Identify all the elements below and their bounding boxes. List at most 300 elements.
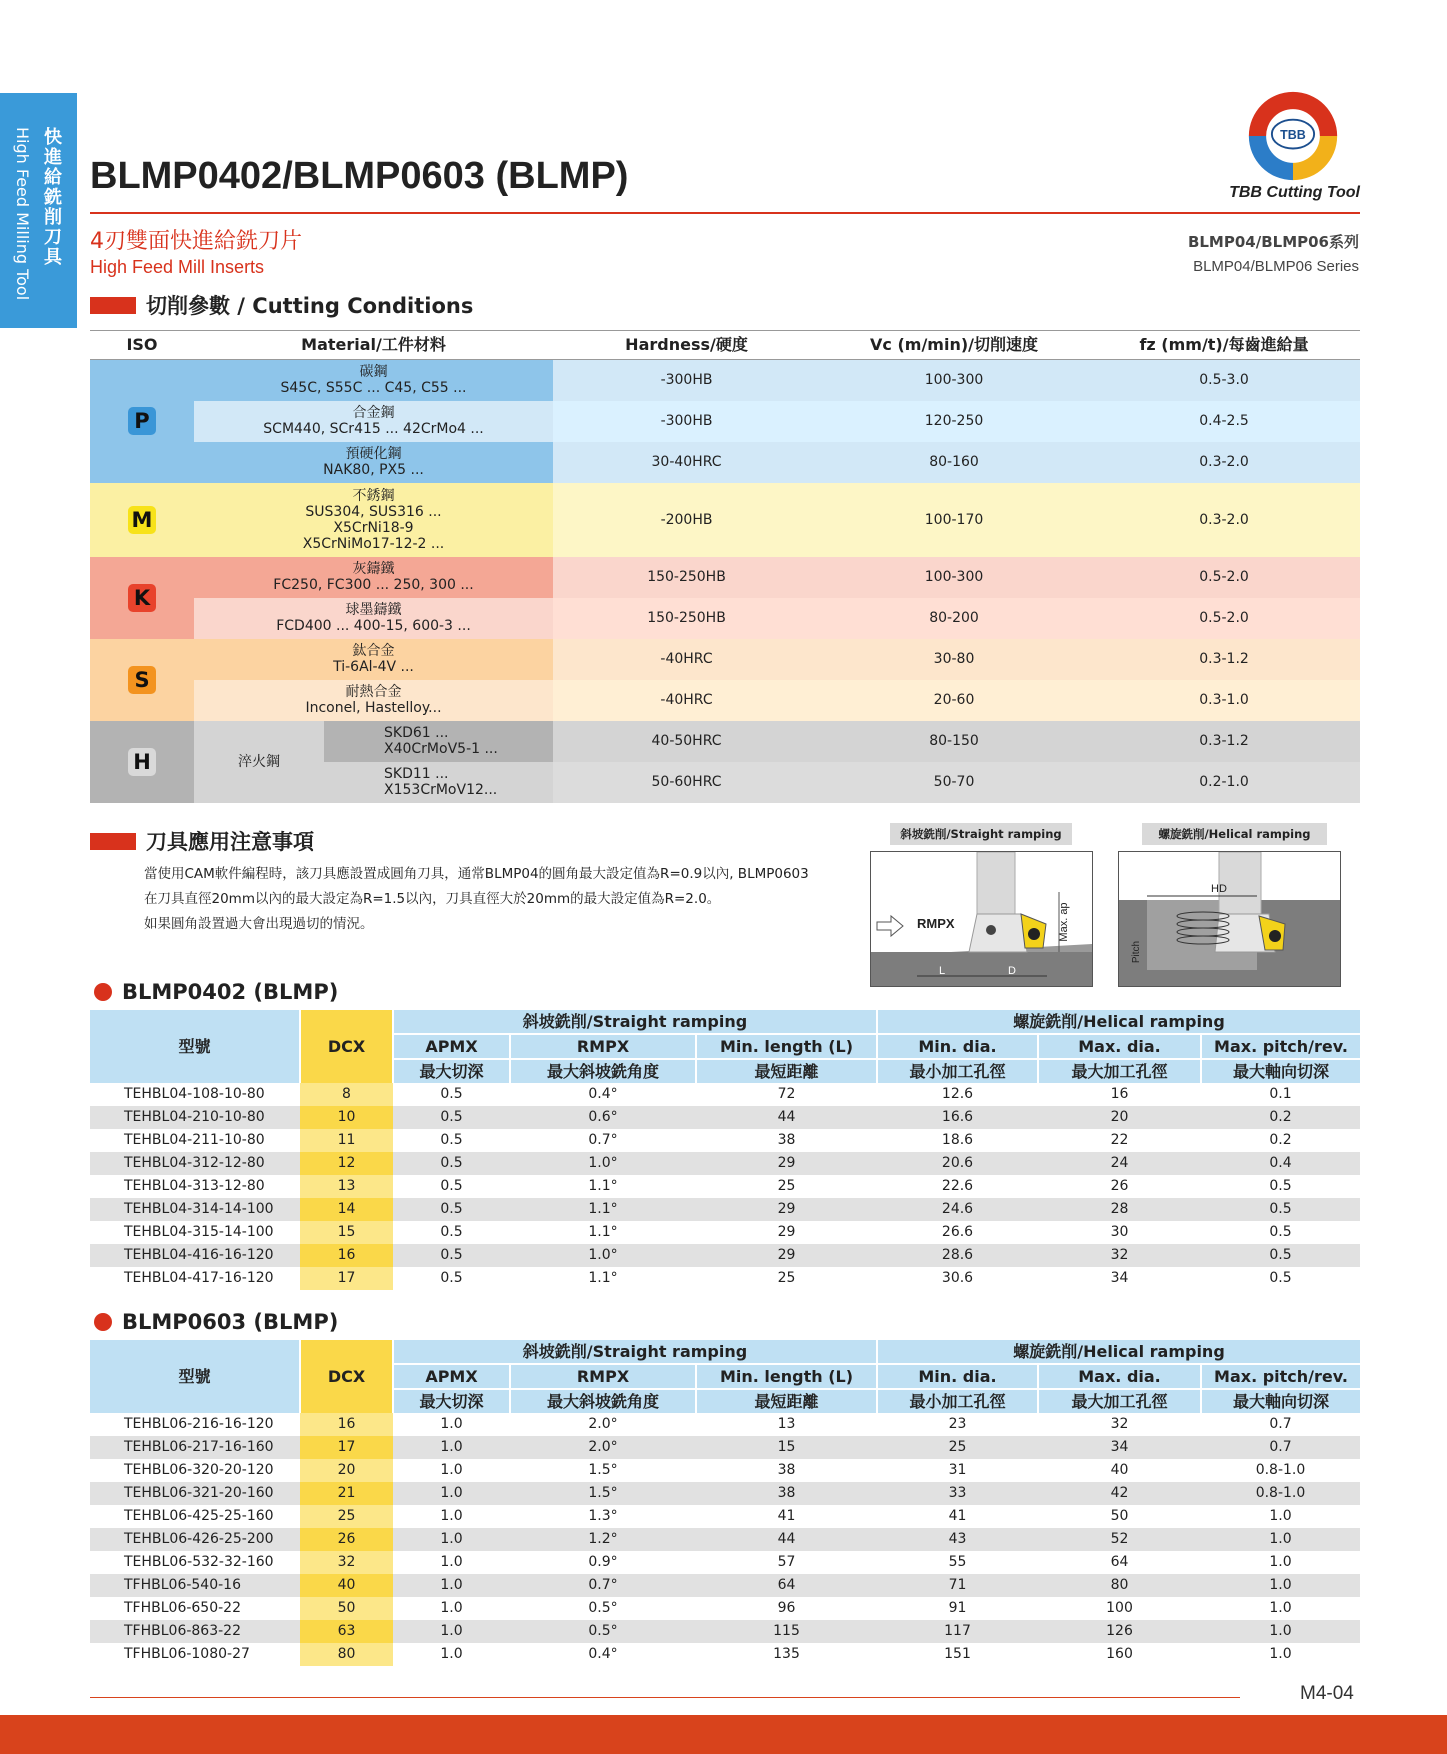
header-apmx-zh: 最大切深 (393, 1389, 510, 1413)
header-maxdia: Max. dia. (1038, 1364, 1201, 1389)
side-category-tab (0, 93, 77, 328)
cell-min-length: 29 (777, 1224, 796, 1240)
cell-rmpx: 0.4° (588, 1086, 618, 1102)
spec-row (90, 1152, 1360, 1175)
cell-min-dia: 151 (944, 1646, 971, 1662)
tbb-logo-icon (1245, 88, 1341, 184)
cell-model: TEHBL04-210-10-80 (90, 1106, 300, 1129)
material-line: SKD61 ... (384, 725, 449, 741)
spec-row (90, 1175, 1360, 1198)
helical-ramping-caption: 螺旋銑削/Helical ramping (1142, 823, 1327, 845)
spec-row (90, 1267, 1360, 1290)
rmpx-label: RMPX (917, 916, 955, 931)
cell-rmpx: 0.4° (588, 1646, 618, 1662)
header-maxdia: Max. dia. (1038, 1034, 1201, 1059)
cell-min-dia: 30.6 (941, 1270, 974, 1286)
cell-apmx: 1.0 (393, 1482, 510, 1505)
cell-min-length: 135 (773, 1646, 800, 1662)
cell-min-dia: 33 (877, 1482, 1038, 1505)
cell-max-dia: 100 (1106, 1600, 1133, 1616)
header-minlen-zh: 最短距離 (696, 1389, 877, 1413)
hd-label: HD (1211, 883, 1227, 895)
cell-max-pitch: 0.2 (1201, 1106, 1360, 1129)
header-mindia: Min. dia. (877, 1364, 1038, 1389)
footer-line (90, 1697, 1240, 1698)
header-maxpitch: Max. pitch/rev. (1201, 1034, 1360, 1059)
header-straight-ramping: 斜坡銑削/Straight ramping (393, 1010, 877, 1034)
blmp0603-heading (94, 1310, 338, 1334)
cell-apmx: 1.0 (440, 1554, 463, 1570)
hardness-cell: 150-250HB (553, 598, 820, 639)
spec-row (90, 1436, 1360, 1459)
header-maxdia-zh: 最大加工孔徑 (1038, 1059, 1201, 1083)
hardness-cell: 40-50HRC (553, 721, 820, 762)
straight-ramping-diagram (870, 851, 1093, 987)
cell-dcx: 80 (300, 1643, 393, 1666)
cell-min-dia: 31 (948, 1462, 967, 1478)
cell-min-dia: 12.6 (941, 1086, 974, 1102)
header-dcx: DCX (300, 1010, 393, 1083)
cell-max-pitch: 1.0 (1269, 1554, 1292, 1570)
cell-min-dia: 91 (948, 1600, 967, 1616)
material-line: 碳鋼 (359, 364, 388, 381)
series-zh: BLMP04/BLMP06系列 (1187, 233, 1359, 251)
cutting-row (90, 401, 1360, 442)
header-helical-ramping: 螺旋銑削/Helical ramping (877, 1340, 1360, 1364)
header-helical-ramping: 螺旋銑削/Helical ramping (877, 1010, 1360, 1034)
cell-max-dia: 34 (1038, 1436, 1201, 1459)
fz-cell: 0.5-2.0 (1088, 598, 1360, 639)
cell-apmx: 0.5 (440, 1132, 463, 1148)
cell-dcx: 10 (300, 1106, 393, 1129)
fz-cell: 0.5-2.0 (1088, 557, 1360, 598)
pitch-label: Pitch (1131, 940, 1142, 964)
material-line: X153CrMoV12... (384, 782, 498, 798)
cell-model: TEHBL04-314-14-100 (90, 1198, 300, 1221)
cell-apmx: 1.0 (393, 1620, 510, 1643)
cell-rmpx: 1.1° (510, 1198, 696, 1221)
cell-max-pitch: 1.0 (1269, 1600, 1292, 1616)
cell-rmpx: 0.5° (588, 1600, 618, 1616)
cell-max-dia: 126 (1038, 1620, 1201, 1643)
cell-max-dia: 32 (1110, 1416, 1129, 1432)
brand-name: TBB Cutting Tool (1229, 184, 1360, 201)
cell-model: TEHBL06-425-25-160 (124, 1508, 274, 1524)
vc-cell: 50-70 (820, 762, 1088, 803)
cell-model: TEHBL04-211-10-80 (124, 1132, 265, 1148)
cell-dcx: 14 (300, 1198, 393, 1221)
cell-min-length: 44 (696, 1528, 877, 1551)
cell-max-pitch: 0.8-1.0 (1201, 1482, 1360, 1505)
spec-row (90, 1459, 1360, 1482)
bullet-dot (94, 1313, 112, 1331)
cell-max-pitch: 0.4 (1201, 1152, 1360, 1175)
cell-apmx: 0.5 (440, 1086, 463, 1102)
material-line: Ti-6Al-4V ... (333, 659, 414, 675)
cell-max-dia: 20 (1038, 1106, 1201, 1129)
spec-row (90, 1643, 1360, 1666)
material-cell (194, 639, 553, 680)
cell-min-length: 15 (696, 1436, 877, 1459)
cell-apmx: 0.5 (393, 1198, 510, 1221)
cell-max-dia: 40 (1110, 1462, 1129, 1478)
helical-ramping-diagram (1118, 851, 1341, 987)
cell-min-dia: 43 (877, 1528, 1038, 1551)
cell-model: TEHBL06-426-25-200 (90, 1528, 300, 1551)
material-cell (194, 442, 553, 483)
cell-apmx: 0.5 (440, 1224, 463, 1240)
material-line: 不銹鋼 (352, 487, 395, 504)
fz-cell: 0.3-1.2 (1088, 721, 1360, 762)
fz-cell: 0.4-2.5 (1088, 401, 1360, 442)
fz-cell: 0.2-1.0 (1088, 762, 1360, 803)
cell-apmx: 1.0 (440, 1462, 463, 1478)
header-model: 型號 (90, 1010, 300, 1083)
cell-max-pitch: 0.5 (1269, 1178, 1292, 1194)
vc-cell: 80-150 (820, 721, 1088, 762)
cell-max-pitch: 0.5 (1201, 1198, 1360, 1221)
note-line: 當使用CAM軟件編程時，該刀具應設置成圓角刀具，通常BLMP04的圓角最大設定值為R=0.9以內, BLMP0603 (144, 866, 809, 882)
material-line: 預硬化鋼 (345, 446, 402, 462)
spec-row (90, 1482, 1360, 1505)
cell-model: TEHBL04-417-16-120 (124, 1270, 274, 1286)
spec-row (90, 1198, 1360, 1221)
material-cell (194, 360, 553, 401)
cell-min-dia: 20.6 (877, 1152, 1038, 1175)
cell-max-dia: 52 (1038, 1528, 1201, 1551)
material-line: SUS304, SUS316 ... (305, 503, 442, 520)
cell-rmpx: 0.7° (588, 1132, 618, 1148)
cell-model: TFHBL06-1080-27 (124, 1646, 250, 1662)
cell-min-length: 38 (777, 1462, 796, 1478)
cell-max-pitch: 1.0 (1201, 1528, 1360, 1551)
cell-dcx: 16 (300, 1244, 393, 1267)
iso-badge-p: P (128, 407, 156, 435)
cell-rmpx: 2.0° (510, 1436, 696, 1459)
cell-min-dia: 41 (948, 1508, 967, 1524)
cell-dcx: 17 (300, 1436, 393, 1459)
cell-max-dia: 32 (1038, 1244, 1201, 1267)
cell-apmx: 0.5 (393, 1152, 510, 1175)
cell-min-dia: 117 (877, 1620, 1038, 1643)
material-cell (194, 401, 553, 442)
spec-row (90, 1597, 1360, 1620)
cell-model: TEHBL06-216-16-120 (124, 1416, 274, 1432)
header-minlen: Min. length (L) (696, 1034, 877, 1059)
header-apmx: APMX (393, 1034, 510, 1059)
cell-model: TEHBL04-313-12-80 (124, 1178, 265, 1194)
hardness-cell: -300HB (553, 401, 820, 442)
header-maxpitch-zh: 最大軸向切深 (1201, 1389, 1360, 1413)
header-minlen: Min. length (L) (696, 1364, 877, 1389)
cell-min-length: 64 (696, 1574, 877, 1597)
spec-row (90, 1129, 1360, 1152)
vc-cell: 30-80 (820, 639, 1088, 680)
side-tab-zh: 快進給銑削刀具 (41, 127, 62, 267)
material-cell (194, 680, 553, 721)
cell-rmpx: 0.5° (510, 1620, 696, 1643)
cell-min-length: 25 (777, 1270, 796, 1286)
cell-model: TEHBL06-321-20-160 (90, 1482, 300, 1505)
cell-min-dia: 18.6 (941, 1132, 974, 1148)
cell-model: TFHBL06-540-16 (90, 1574, 300, 1597)
header-maxpitch-zh: 最大軸向切深 (1201, 1059, 1360, 1083)
cell-max-dia: 80 (1038, 1574, 1201, 1597)
cutting-row (90, 680, 1360, 721)
cell-apmx: 1.0 (440, 1600, 463, 1616)
cell-max-dia: 50 (1110, 1508, 1129, 1524)
cell-max-pitch: 1.0 (1269, 1646, 1292, 1662)
note-line: 如果圓角設置過大會出現過切的情況。 (144, 916, 374, 932)
cell-rmpx: 1.5° (588, 1462, 618, 1478)
d-label: D (1008, 965, 1016, 977)
iso-cell (90, 483, 194, 557)
title-divider (90, 212, 1360, 214)
vc-cell: 120-250 (820, 401, 1088, 442)
cell-rmpx: 1.5° (510, 1482, 696, 1505)
cell-rmpx: 1.1° (588, 1178, 618, 1194)
cell-rmpx: 2.0° (588, 1416, 618, 1432)
iso-cell (90, 557, 194, 639)
straight-ramping-caption: 斜坡銑削/Straight ramping (890, 823, 1072, 845)
cell-min-length: 115 (696, 1620, 877, 1643)
cell-min-length: 38 (777, 1132, 796, 1148)
cutting-conditions-table (90, 330, 1360, 803)
cell-model: TEHBL06-320-20-120 (124, 1462, 274, 1478)
fz-cell: 0.5-3.0 (1088, 360, 1360, 401)
cell-apmx: 1.0 (393, 1528, 510, 1551)
hardness-cell: -40HRC (553, 680, 820, 721)
cell-max-pitch: 1.0 (1269, 1508, 1292, 1524)
cell-apmx: 0.5 (393, 1106, 510, 1129)
header-vc: Vc (m/min)/切削速度 (820, 331, 1088, 360)
material-line: X5CrNi18-9 (333, 519, 414, 536)
notes-heading-text: 刀具應用注意事項 (146, 830, 314, 854)
header-fz: fz (mm/t)/每齒進給量 (1088, 331, 1360, 360)
logo-text: TBB (1280, 127, 1306, 142)
cell-max-pitch: 0.7 (1269, 1416, 1292, 1432)
material-line: FCD400 ... 400-15, 600-3 ... (276, 618, 471, 634)
series-en: BLMP04/BLMP06 Series (1193, 258, 1359, 275)
cell-dcx: 32 (300, 1551, 393, 1574)
cell-dcx: 13 (300, 1175, 393, 1198)
blmp0402-table (90, 1010, 1360, 1290)
cell-min-dia: 16.6 (877, 1106, 1038, 1129)
cell-rmpx: 1.1° (588, 1224, 618, 1240)
heading-bar (90, 833, 136, 850)
cell-max-dia: 64 (1110, 1554, 1129, 1570)
header-dcx: DCX (300, 1340, 393, 1413)
header-mindia-zh: 最小加工孔徑 (877, 1389, 1038, 1413)
cell-rmpx: 1.3° (588, 1508, 618, 1524)
header-material: Material/工件材料 (194, 331, 553, 360)
subtitle-zh: 4刃雙面快進給銑刀片 (90, 229, 302, 254)
cell-min-dia: 26.6 (941, 1224, 974, 1240)
cell-rmpx: 0.9° (588, 1554, 618, 1570)
subtitle-en: High Feed Mill Inserts (90, 257, 265, 277)
cell-model: TFHBL06-863-22 (90, 1620, 300, 1643)
l-label: L (939, 965, 946, 977)
spec-row (90, 1574, 1360, 1597)
cutting-row (90, 483, 1360, 557)
cell-max-pitch: 0.1 (1269, 1086, 1292, 1102)
material-line: Inconel, Hastelloy... (305, 700, 442, 716)
iso-cell (90, 360, 194, 483)
cell-min-length: 96 (777, 1600, 796, 1616)
cell-min-length: 29 (696, 1198, 877, 1221)
vc-cell: 80-160 (820, 442, 1088, 483)
cell-apmx: 1.0 (393, 1436, 510, 1459)
header-maxpitch: Max. pitch/rev. (1201, 1364, 1360, 1389)
header-iso: ISO (90, 331, 194, 360)
cell-model: TEHBL04-416-16-120 (90, 1244, 300, 1267)
cutting-row (90, 639, 1360, 680)
spec-row (90, 1106, 1360, 1129)
header-apmx-zh: 最大切深 (393, 1059, 510, 1083)
cell-model: TEHBL06-217-16-160 (90, 1436, 300, 1459)
cell-rmpx: 1.1° (588, 1270, 618, 1286)
hardness-cell: -200HB (553, 483, 820, 557)
spec-row (90, 1083, 1360, 1106)
spec-row (90, 1505, 1360, 1528)
cell-apmx: 1.0 (440, 1646, 463, 1662)
cell-rmpx: 0.6° (510, 1106, 696, 1129)
cell-max-dia: 160 (1106, 1646, 1133, 1662)
cell-dcx: 12 (300, 1152, 393, 1175)
header-straight-ramping: 斜坡銑削/Straight ramping (393, 1340, 877, 1364)
hardness-cell: 50-60HRC (553, 762, 820, 803)
cell-model: TEHBL04-312-12-80 (90, 1152, 300, 1175)
spec-row (90, 1620, 1360, 1643)
vc-cell: 100-300 (820, 557, 1088, 598)
cell-dcx: 11 (300, 1129, 393, 1152)
cell-model: TEHBL04-108-10-80 (124, 1086, 265, 1102)
heading-bar (90, 297, 136, 314)
cell-dcx: 16 (300, 1413, 393, 1436)
cell-min-length: 29 (696, 1244, 877, 1267)
side-tab-en: High Feed Milling Tool (13, 127, 32, 301)
cutting-conditions-heading (90, 290, 473, 320)
header-minlen-zh: 最短距離 (696, 1059, 877, 1083)
blmp0603-title: BLMP0603 (BLMP) (122, 1310, 339, 1334)
material-line: 合金鋼 (352, 405, 395, 421)
header-mindia: Min. dia. (877, 1034, 1038, 1059)
header-rmpx-zh: 最大斜坡銑角度 (510, 1059, 696, 1083)
material-line: SKD11 ... (384, 766, 449, 782)
cell-max-dia: 30 (1110, 1224, 1129, 1240)
material-cell (324, 721, 553, 762)
iso-badge-m: M (128, 506, 156, 534)
material-line: SCM440, SCr415 ... 42CrMo4 ... (263, 421, 484, 437)
material-cell (194, 483, 553, 557)
cell-max-dia: 22 (1110, 1132, 1129, 1148)
header-maxdia-zh: 最大加工孔徑 (1038, 1389, 1201, 1413)
cell-dcx: 8 (300, 1083, 393, 1106)
page-number: M4-04 (1300, 1683, 1354, 1704)
material-line: 鈦合金 (352, 643, 395, 659)
vc-cell: 20-60 (820, 680, 1088, 721)
cell-max-pitch: 0.5 (1269, 1270, 1292, 1286)
header-rmpx-zh: 最大斜坡銑角度 (510, 1389, 696, 1413)
vc-cell: 100-170 (820, 483, 1088, 557)
cutting-row (90, 360, 1360, 401)
fz-cell: 0.3-1.2 (1088, 639, 1360, 680)
cell-apmx: 0.5 (440, 1178, 463, 1194)
material-group-cell: 淬火鋼 (194, 721, 324, 803)
cell-dcx: 25 (300, 1505, 393, 1528)
spec-row (90, 1244, 1360, 1267)
cell-min-length: 72 (777, 1086, 796, 1102)
cell-model: TEHBL04-315-14-100 (124, 1224, 274, 1240)
material-line: 灰鑄鐵 (352, 561, 395, 577)
cell-apmx: 0.5 (440, 1270, 463, 1286)
cell-dcx: 50 (300, 1597, 393, 1620)
vc-cell: 80-200 (820, 598, 1088, 639)
max-ap-label: Max. ap (1058, 902, 1070, 942)
cell-dcx: 40 (300, 1574, 393, 1597)
cell-min-length: 13 (777, 1416, 796, 1432)
cell-dcx: 63 (300, 1620, 393, 1643)
cutting-row (90, 442, 1360, 483)
spec-row (90, 1528, 1360, 1551)
fz-cell: 0.3-2.0 (1088, 442, 1360, 483)
cell-max-dia: 28 (1038, 1198, 1201, 1221)
fz-cell: 0.3-2.0 (1088, 483, 1360, 557)
hardness-cell: -300HB (553, 360, 820, 401)
bullet-dot (94, 983, 112, 1001)
material-line: X40CrMoV5-1 ... (384, 741, 498, 757)
cell-max-dia: 24 (1038, 1152, 1201, 1175)
cell-min-dia: 25 (877, 1436, 1038, 1459)
cell-min-dia: 22.6 (941, 1178, 974, 1194)
iso-badge-h: H (128, 748, 156, 776)
cell-min-length: 44 (696, 1106, 877, 1129)
cell-min-length: 38 (696, 1482, 877, 1505)
cell-dcx: 26 (300, 1528, 393, 1551)
header-hardness: Hardness/硬度 (553, 331, 820, 360)
vc-cell: 100-300 (820, 360, 1088, 401)
material-line: 球墨鑄鐵 (345, 602, 402, 618)
page-title: BLMP0402/BLMP0603 (BLMP) (90, 155, 629, 197)
cutting-row (90, 557, 1360, 598)
cell-min-length: 29 (696, 1152, 877, 1175)
cell-min-length: 25 (777, 1178, 796, 1194)
cell-dcx: 21 (300, 1482, 393, 1505)
cell-min-dia: 23 (948, 1416, 967, 1432)
cell-dcx: 17 (300, 1267, 393, 1290)
cell-min-length: 41 (777, 1508, 796, 1524)
cutting-row (90, 721, 1360, 762)
cell-rmpx: 1.0° (510, 1152, 696, 1175)
cell-max-pitch: 1.0 (1201, 1620, 1360, 1643)
cutting-row (90, 598, 1360, 639)
cell-max-pitch: 0.5 (1269, 1224, 1292, 1240)
iso-badge-s: S (128, 666, 156, 694)
blmp0603-table (90, 1340, 1360, 1666)
material-line: S45C, S55C ... C45, C55 ... (280, 380, 467, 397)
material-line: NAK80, PX5 ... (323, 462, 424, 478)
material-line: 耐熱合金 (345, 684, 402, 700)
cell-rmpx: 1.0° (510, 1244, 696, 1267)
cell-max-pitch: 0.7 (1201, 1436, 1360, 1459)
cell-min-dia: 28.6 (877, 1244, 1038, 1267)
blmp0402-heading (94, 980, 338, 1004)
iso-badge-k: K (128, 584, 156, 612)
iso-cell (90, 639, 194, 721)
material-cell (194, 557, 553, 598)
cell-max-dia: 34 (1110, 1270, 1129, 1286)
spec-header-row (90, 1010, 1360, 1034)
